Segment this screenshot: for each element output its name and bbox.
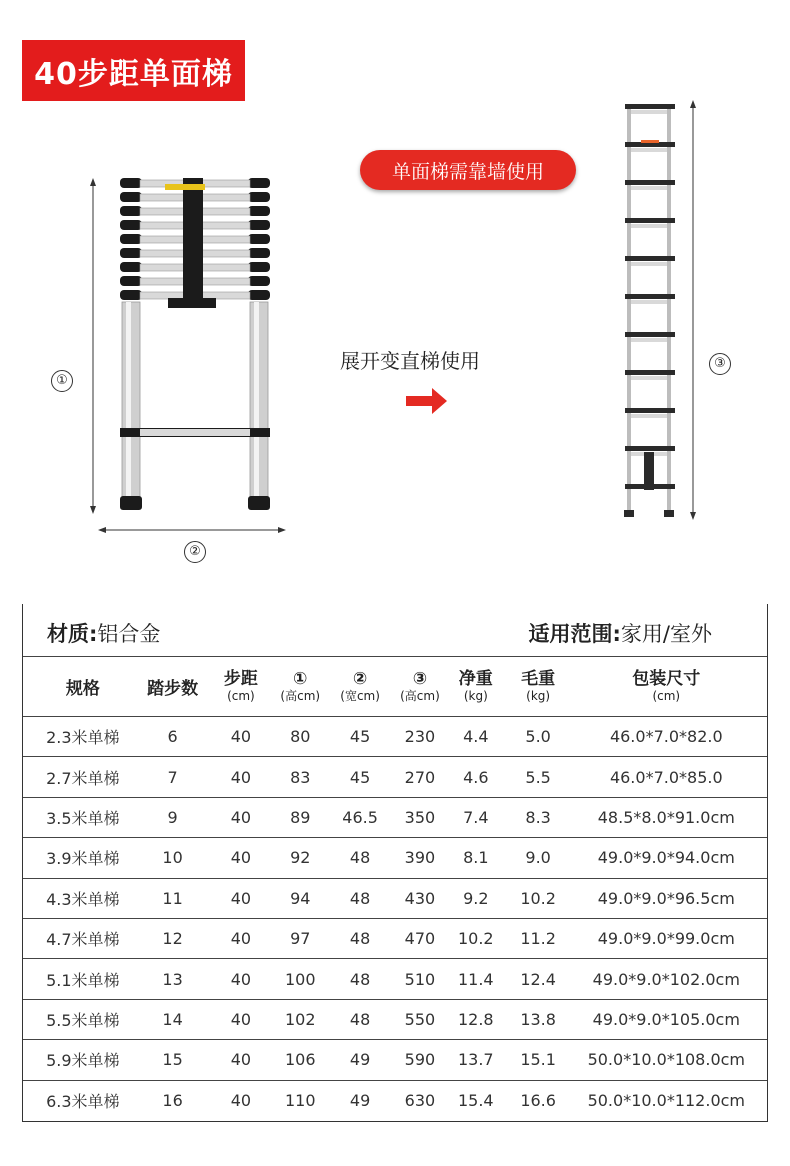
column-header-label: 踏步数	[147, 679, 199, 699]
column-header-unit: (高cm)	[400, 689, 440, 703]
material-value: 铝合金	[97, 622, 161, 646]
table-cell: 40	[230, 929, 252, 949]
table-cell: 46.0*7.0*85.0	[609, 767, 723, 787]
table-cell: 46.5	[342, 807, 378, 827]
column-header-label: 净重	[458, 669, 493, 689]
column-header-unit: (高cm)	[280, 689, 321, 703]
collapsed-ladder-image	[80, 170, 290, 550]
extended-ladder-image	[615, 96, 705, 526]
table-cell: 102	[284, 1009, 316, 1029]
spec-table	[22, 604, 768, 1122]
table-cell: 4.7米单梯	[46, 930, 120, 950]
table-cell: 49.0*9.0*96.5cm	[597, 888, 735, 908]
column-header-label: 毛重	[521, 669, 556, 689]
table-cell: 230	[404, 727, 436, 747]
table-cell: 13	[162, 969, 183, 989]
table-cell: 49.0*9.0*99.0cm	[597, 929, 735, 949]
column-header-unit: (宽cm)	[340, 689, 380, 703]
table-cell: 40	[230, 888, 252, 908]
table-cell: 13.7	[457, 1050, 494, 1070]
table-cell: 510	[404, 969, 436, 989]
table-cell: 5.0	[525, 727, 551, 747]
table-cell: 92	[290, 848, 311, 868]
column-header-label: 规格	[65, 679, 100, 699]
table-cell: 49.0*9.0*94.0cm	[597, 848, 735, 868]
column-header-label: ②	[352, 669, 368, 689]
table-cell: 12	[162, 929, 183, 949]
table-row	[23, 879, 767, 919]
table-cell: 45	[349, 767, 371, 787]
table-cell: 16.6	[520, 1091, 556, 1111]
table-cell: 4.3米单梯	[46, 889, 120, 909]
table-cell: 11.4	[457, 969, 494, 989]
table-row	[23, 757, 767, 797]
table-cell: 46.0*7.0*82.0	[609, 727, 723, 747]
width-dimension-label: ②	[184, 541, 206, 563]
table-cell: 49.0*9.0*105.0cm	[592, 1009, 740, 1029]
material-label: 材质:	[47, 622, 98, 646]
table-cell: 5.5	[525, 767, 551, 787]
table-cell: 40	[230, 727, 252, 747]
table-cell: 40	[230, 1009, 252, 1029]
table-cell: 15	[162, 1050, 183, 1070]
table-cell: 100	[284, 969, 316, 989]
table-row	[23, 1081, 767, 1121]
table-cell: 83	[290, 767, 311, 787]
table-cell: 12.8	[457, 1009, 494, 1029]
table-cell: 50.0*10.0*112.0cm	[587, 1091, 745, 1111]
table-cell: 49.0*9.0*102.0cm	[592, 969, 740, 989]
scope-value: 家用/室外	[620, 622, 712, 646]
column-header-label: ①	[293, 669, 308, 689]
table-cell: 630	[404, 1091, 436, 1111]
table-row	[23, 919, 767, 959]
column-header-unit: (kg)	[526, 689, 551, 703]
table-cell: 6.3米单梯	[46, 1092, 120, 1112]
table-cell: 15.4	[457, 1091, 494, 1111]
table-cell: 49	[349, 1050, 371, 1070]
scope-label: 适用范围:	[528, 622, 621, 646]
table-cell: 40	[230, 848, 252, 868]
table-cell: 390	[404, 848, 436, 868]
table-cell: 48	[349, 969, 371, 989]
table-cell: 45	[349, 727, 371, 747]
arrow-right-icon	[406, 387, 448, 415]
table-cell: 40	[230, 1050, 252, 1070]
table-cell: 11	[162, 888, 183, 908]
table-cell: 9	[167, 807, 178, 827]
table-cell: 48.5*8.0*91.0cm	[597, 807, 735, 827]
table-cell: 430	[404, 888, 436, 908]
table-header	[23, 657, 767, 717]
table-cell: 16	[162, 1091, 183, 1111]
table-row	[23, 717, 767, 757]
table-cell: 48	[349, 1009, 371, 1029]
table-cell: 470	[404, 929, 436, 949]
column-header-unit: (cm)	[652, 689, 681, 703]
table-cell: 40	[230, 767, 252, 787]
column-header	[279, 657, 321, 716]
table-cell: 4.4	[463, 727, 489, 747]
column-header	[511, 657, 566, 716]
table-row	[23, 959, 767, 999]
transform-caption: 展开变直梯使用	[340, 349, 480, 373]
column-header-unit: (kg)	[463, 689, 488, 703]
table-cell: 9.0	[525, 848, 551, 868]
table-cell: 10.2	[457, 929, 494, 949]
table-cell: 14	[162, 1009, 183, 1029]
table-cell: 5.9米单梯	[46, 1051, 120, 1071]
table-cell: 94	[290, 888, 311, 908]
table-cell: 10.2	[520, 888, 556, 908]
column-header	[23, 657, 143, 716]
table-cell: 270	[404, 767, 436, 787]
table-cell: 48	[349, 929, 371, 949]
table-cell: 50.0*10.0*108.0cm	[587, 1050, 745, 1070]
table-cell: 4.6	[463, 767, 489, 787]
column-header-label: 包装尺寸	[632, 669, 701, 689]
scope-info	[529, 618, 712, 648]
table-cell: 9.2	[463, 888, 489, 908]
column-header	[399, 657, 441, 716]
table-cell: 8.1	[463, 848, 489, 868]
column-header	[321, 657, 399, 716]
table-cell: 350	[404, 807, 436, 827]
table-cell: 590	[404, 1050, 436, 1070]
table-cell: 550	[404, 1009, 436, 1029]
column-header	[441, 657, 511, 716]
table-cell: 5.1米单梯	[46, 970, 120, 990]
table-row	[23, 838, 767, 878]
table-cell: 40	[230, 1091, 252, 1111]
table-cell: 6	[167, 727, 178, 747]
table-cell: 10	[162, 848, 183, 868]
table-cell: 110	[284, 1091, 316, 1111]
table-cell: 80	[290, 727, 311, 747]
table-body	[23, 717, 767, 1121]
table-cell: 3.9米单梯	[46, 849, 120, 869]
table-cell: 8.3	[525, 807, 551, 827]
table-cell: 40	[230, 969, 252, 989]
table-cell: 3.5米单梯	[46, 808, 120, 828]
column-header	[203, 657, 280, 716]
material-row	[23, 604, 767, 657]
table-cell: 7.4	[463, 807, 489, 827]
page-title: 40步距单面梯	[22, 40, 245, 101]
table-cell: 2.7米单梯	[46, 768, 120, 788]
table-cell: 40	[230, 807, 252, 827]
table-row	[23, 1040, 767, 1080]
table-cell: 5.5米单梯	[46, 1010, 120, 1030]
extended-height-dimension-label: ③	[709, 353, 731, 375]
table-cell: 15.1	[520, 1050, 556, 1070]
table-cell: 12.4	[520, 969, 556, 989]
column-header-label: ③	[412, 669, 428, 689]
table-cell: 49	[349, 1091, 371, 1111]
table-cell: 48	[349, 848, 371, 868]
table-row	[23, 1000, 767, 1040]
table-cell: 89	[290, 807, 311, 827]
wall-usage-note: 单面梯需靠墙使用	[360, 150, 576, 190]
table-cell: 106	[284, 1050, 316, 1070]
table-cell: 11.2	[520, 929, 556, 949]
table-cell: 13.8	[520, 1009, 556, 1029]
table-cell: 48	[349, 888, 371, 908]
column-header	[566, 657, 767, 716]
table-cell: 97	[290, 929, 311, 949]
column-header-label: 步距	[223, 669, 258, 689]
column-header	[143, 657, 203, 716]
table-row	[23, 798, 767, 838]
column-header-unit: (cm)	[227, 689, 255, 703]
height-dimension-label: ①	[51, 370, 73, 392]
table-cell: 2.3米单梯	[46, 728, 120, 748]
material-info	[47, 618, 160, 648]
table-cell: 7	[167, 767, 178, 787]
